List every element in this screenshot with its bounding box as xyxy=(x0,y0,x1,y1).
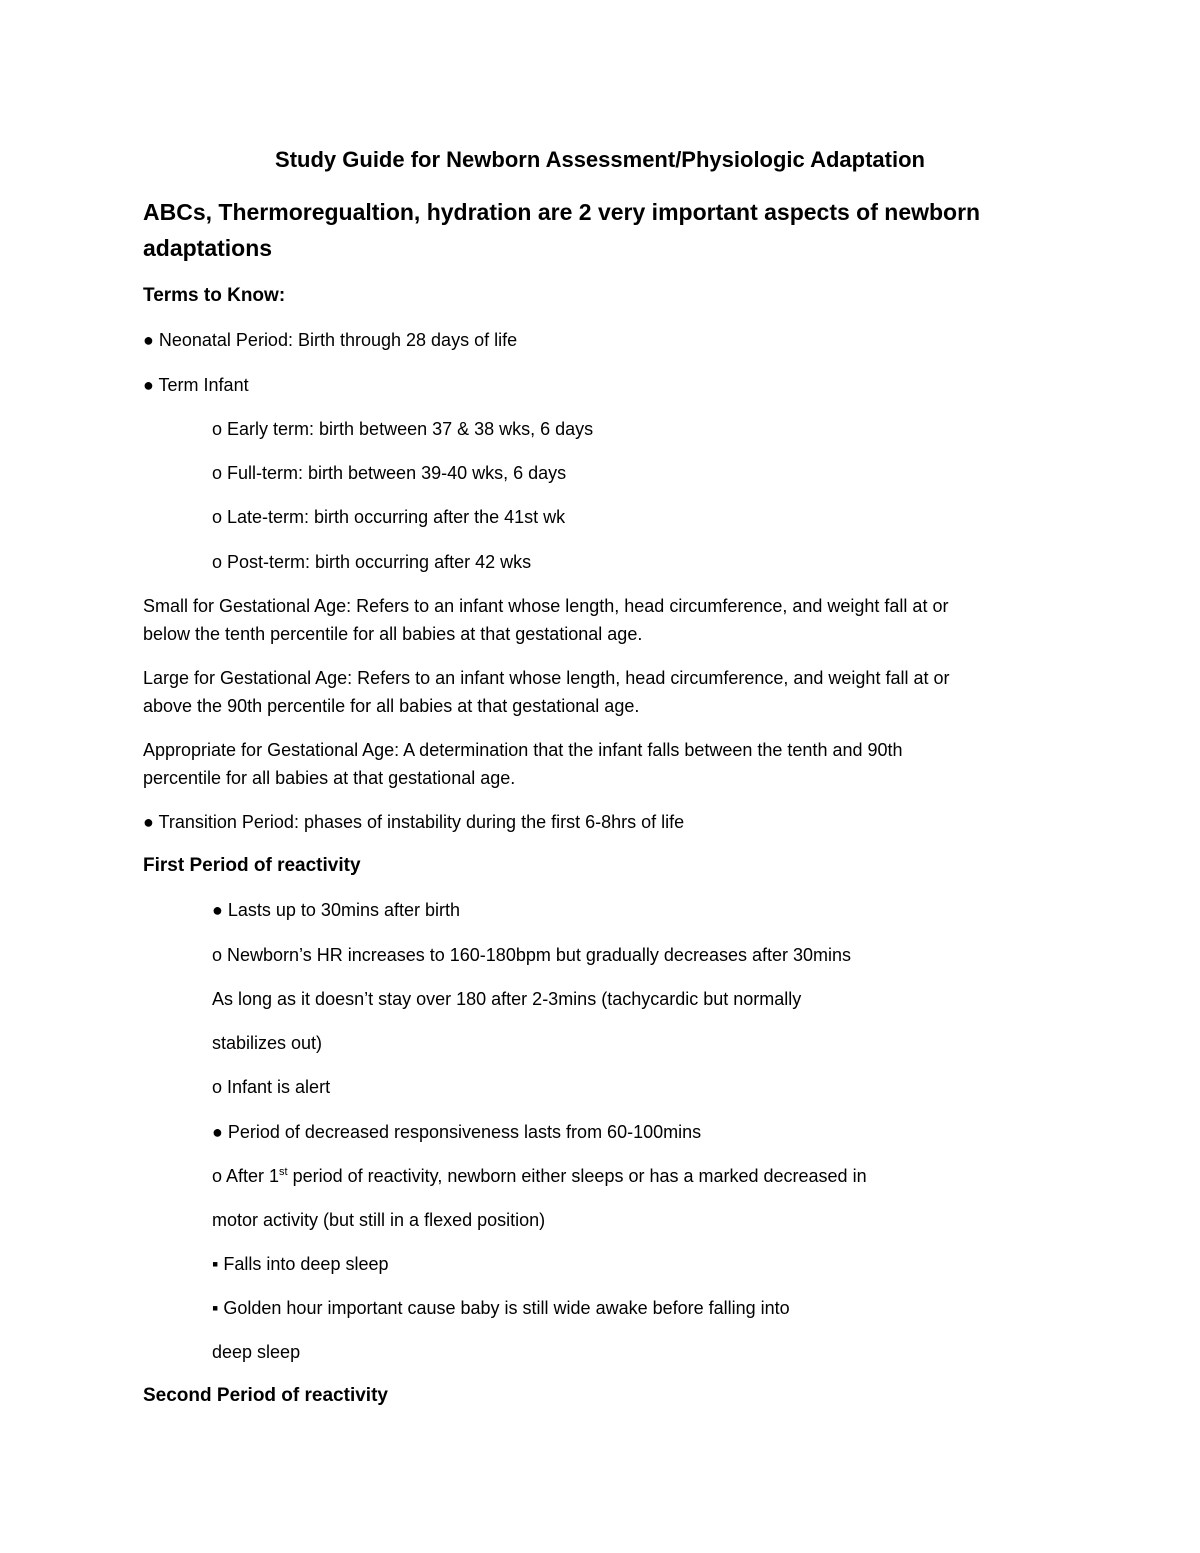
terms-heading: Terms to Know: xyxy=(143,285,286,306)
list-item-late-term: o Late-term: birth occurring after the 41st wk xyxy=(212,507,566,527)
list-item-post-term: o Post-term: birth occurring after 42 wks xyxy=(212,552,532,572)
golden-hour-line-2: deep sleep xyxy=(212,1342,301,1362)
as-long-line-1: As long as it doesn’t stay over 180 after 2-3mins (tachycardic but normally xyxy=(212,989,802,1009)
list-item-neonatal-period: ● Neonatal Period: Birth through 28 days of life xyxy=(143,330,518,350)
after-first-superscript: st xyxy=(279,1166,288,1178)
list-item-term-infant: ● Term Infant xyxy=(143,375,249,395)
after-first-line-1 xyxy=(212,1164,867,1188)
second-period-heading: Second Period of reactivity xyxy=(143,1385,388,1406)
list-item-hr-increase: o Newborn’s HR increases to 160-180bpm but gradually decreases after 30mins xyxy=(212,945,852,965)
list-item-lasts-30: ● Lasts up to 30mins after birth xyxy=(212,900,460,920)
lga-line-2: above the 90th percentile for all babies at that gestational age. xyxy=(143,696,640,716)
golden-hour-line-1: ▪ Golden hour important cause baby is still wide awake before falling into xyxy=(212,1298,790,1318)
list-item-decreased-responsiveness: ● Period of decreased responsiveness lasts from 60-100mins xyxy=(212,1122,702,1142)
list-item-deep-sleep: ▪ Falls into deep sleep xyxy=(212,1254,389,1274)
intro-line-2: adaptations xyxy=(143,235,273,261)
aga-line-2: percentile for all babies at that gestational age. xyxy=(143,768,516,788)
page-title: Study Guide for Newborn Assessment/Physiologic Adaptation xyxy=(275,147,925,172)
after-first-text-b: period of reactivity, newborn either sleeps or has a marked decreased in xyxy=(287,1166,867,1186)
list-item-alert: o Infant is alert xyxy=(212,1077,331,1097)
lga-line-1: Large for Gestational Age: Refers to an infant whose length, head circumference, and weight fall at or xyxy=(143,668,950,688)
intro-line-1: ABCs, Thermoregualtion, hydration are 2 very important aspects of newborn xyxy=(143,199,981,225)
list-item-transition-period: ● Transition Period: phases of instability during the first 6-8hrs of life xyxy=(143,812,685,832)
list-item-full-term: o Full-term: birth between 39-40 wks, 6 days xyxy=(212,463,567,483)
sga-line-2: below the tenth percentile for all babies at that gestational age. xyxy=(143,624,643,644)
aga-line-1: Appropriate for Gestational Age: A determination that the infant falls between the tenth and 90th xyxy=(143,740,903,760)
sga-line-1: Small for Gestational Age: Refers to an infant whose length, head circumference, and weight fall at or xyxy=(143,596,949,616)
after-first-text-a: o After 1 xyxy=(212,1166,280,1186)
first-period-heading: First Period of reactivity xyxy=(143,855,361,876)
list-item-early-term: o Early term: birth between 37 & 38 wks, 6 days xyxy=(212,419,594,439)
after-first-line-2: motor activity (but still in a flexed position) xyxy=(212,1210,546,1230)
as-long-line-2: stabilizes out) xyxy=(212,1033,323,1053)
